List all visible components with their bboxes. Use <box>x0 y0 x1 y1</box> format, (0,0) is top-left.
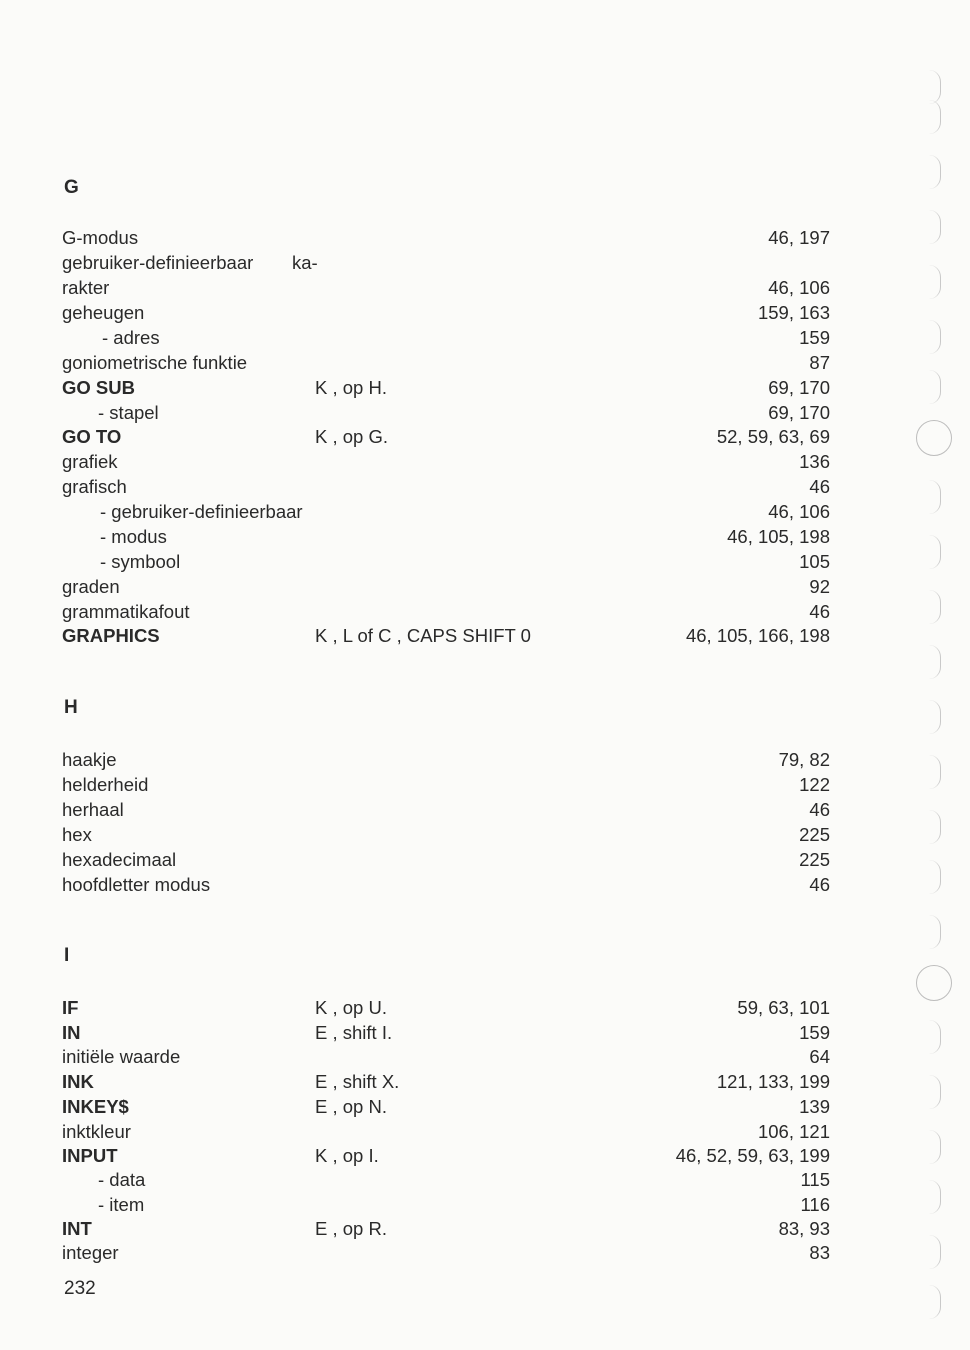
index-entry <box>62 995 830 1020</box>
entry-pages: 159 <box>799 1022 830 1043</box>
entry-pages: 92 <box>809 576 830 597</box>
entry-pages: 46 <box>809 601 830 622</box>
entry-pages: 105 <box>799 551 830 572</box>
entry-keystroke: K , op I. <box>315 1145 379 1166</box>
index-entry <box>62 1020 830 1045</box>
entry-term: herhaal <box>62 799 124 820</box>
entry-term: INPUT <box>62 1145 118 1166</box>
entry-term: inktkleur <box>62 1121 131 1142</box>
entry-term: GO SUB <box>62 377 135 398</box>
entry-term: - modus <box>100 526 167 547</box>
binder-hole <box>926 755 941 789</box>
index-entry <box>62 300 830 325</box>
entry-term: grafiek <box>62 451 118 472</box>
index-entry <box>62 747 830 772</box>
entry-keystroke: E , op N. <box>315 1096 387 1117</box>
entry-term: rakter <box>62 277 110 298</box>
entry-term: helderheid <box>62 774 149 795</box>
index-entry <box>62 400 830 425</box>
entry-keystroke: K , op G. <box>315 426 389 447</box>
index-entry <box>62 474 830 499</box>
entry-term: gebruiker-definieerbaar <box>62 252 254 273</box>
entry-pages: 115 <box>800 1169 830 1190</box>
entry-pages: 46, 105, 166, 198 <box>685 625 830 646</box>
entry-term: grammatikafout <box>62 601 190 622</box>
index-entry <box>62 499 830 524</box>
binder-ring <box>916 965 952 1001</box>
entry-term: - item <box>98 1194 145 1215</box>
entry-pages: 52, 59, 63, 69 <box>716 426 830 447</box>
entry-term: initiële waarde <box>62 1046 181 1067</box>
entry-term: - data <box>98 1169 146 1190</box>
index-entry <box>62 1119 830 1144</box>
binder-hole <box>926 70 941 104</box>
entry-pages: 64 <box>809 1046 830 1067</box>
binder-hole <box>926 480 941 514</box>
entry-term: G-modus <box>62 227 139 248</box>
entry-pages: 46 <box>809 476 830 497</box>
entry-pages: 159, 163 <box>757 302 830 323</box>
index-entry <box>62 1143 830 1168</box>
index-entry <box>62 250 830 275</box>
entry-term: hoofdletter modus <box>62 874 211 895</box>
entry-pages: 59, 63, 101 <box>737 997 830 1018</box>
entry-term: GO TO <box>62 426 122 447</box>
section-letter-h: H <box>64 697 78 718</box>
entry-term: geheugen <box>62 302 145 323</box>
index-entry <box>62 1069 830 1094</box>
index-entry <box>62 1216 830 1241</box>
binder-hole <box>926 535 941 569</box>
binder-hole <box>926 1285 941 1319</box>
entry-term-continuation: ka- <box>292 252 318 273</box>
binder-hole <box>926 155 941 189</box>
index-entry <box>62 225 830 250</box>
index-entry <box>62 524 830 549</box>
entry-term: IN <box>62 1022 81 1043</box>
index-entry <box>62 325 830 350</box>
binder-hole <box>926 210 941 244</box>
entry-term: hexadecimaal <box>62 849 177 870</box>
entry-term: integer <box>62 1242 119 1263</box>
index-entry <box>62 424 830 449</box>
entry-term: INK <box>62 1071 94 1092</box>
entry-pages: 121, 133, 199 <box>716 1071 830 1092</box>
binder-hole <box>926 810 941 844</box>
entry-pages: 87 <box>809 352 830 373</box>
entry-keystroke: E , op R. <box>315 1218 387 1239</box>
index-entry <box>62 1044 830 1069</box>
entry-term: INKEY$ <box>62 1096 129 1117</box>
index-entry <box>62 574 830 599</box>
entry-term: INT <box>62 1218 92 1239</box>
entry-term: IF <box>62 997 79 1018</box>
entry-pages: 83, 93 <box>778 1218 830 1239</box>
entry-pages: 83 <box>809 1242 830 1263</box>
binder-hole <box>926 265 941 299</box>
entry-pages: 106, 121 <box>757 1121 830 1142</box>
entry-keystroke: K , L of C , CAPS SHIFT 0 <box>315 625 531 646</box>
binder-hole <box>926 1020 941 1054</box>
index-entry <box>62 350 830 375</box>
entry-pages: 225 <box>799 824 830 845</box>
entry-pages: 79, 82 <box>778 749 830 770</box>
index-entry <box>62 375 830 400</box>
section-letter-g: G <box>64 177 79 198</box>
entry-term: - symbool <box>100 551 181 572</box>
entry-term: grafisch <box>62 476 127 497</box>
binder-hole <box>926 700 941 734</box>
index-entry <box>62 599 830 624</box>
entry-keystroke: E , shift I. <box>315 1022 393 1043</box>
entry-keystroke: K , op H. <box>315 377 387 398</box>
entry-pages: 159 <box>799 327 830 348</box>
binder-hole <box>926 1130 941 1164</box>
entry-term: haakje <box>62 749 117 770</box>
entry-pages: 136 <box>799 451 830 472</box>
binder-holes <box>912 60 962 1340</box>
index-entry <box>62 623 830 648</box>
entry-term: - stapel <box>98 402 159 423</box>
binder-hole <box>926 860 941 894</box>
entry-pages: 69, 170 <box>768 377 830 398</box>
entry-pages: 46 <box>809 799 830 820</box>
index-entry <box>62 1167 830 1192</box>
entry-term: hex <box>62 824 92 845</box>
entry-term: GRAPHICS <box>62 625 160 646</box>
binder-hole <box>926 1235 941 1269</box>
index-entry <box>62 847 830 872</box>
page-number: 232 <box>64 1278 96 1299</box>
entry-term: - gebruiker-definieerbaar <box>100 501 303 522</box>
entry-keystroke: E , shift X. <box>315 1071 400 1092</box>
index-entry <box>62 797 830 822</box>
index-entry <box>62 275 830 300</box>
entry-pages: 122 <box>799 774 830 795</box>
index-entry <box>62 872 830 897</box>
entry-term: goniometrische funktie <box>62 352 248 373</box>
entry-keystroke: K , op U. <box>315 997 387 1018</box>
index-entry <box>62 1094 830 1119</box>
binder-hole <box>926 915 941 949</box>
index-entry <box>62 822 830 847</box>
binder-hole <box>926 370 941 404</box>
binder-ring <box>916 420 952 456</box>
index-entry <box>62 1240 830 1265</box>
entry-term: graden <box>62 576 120 597</box>
entry-pages: 46, 105, 198 <box>727 526 830 547</box>
index-entry <box>62 772 830 797</box>
entry-pages: 139 <box>799 1096 830 1117</box>
binder-hole <box>926 1075 941 1109</box>
binder-hole <box>926 590 941 624</box>
entry-pages: 225 <box>799 849 830 870</box>
entry-pages: 46, 197 <box>768 227 830 248</box>
section-letter-i: I <box>64 945 70 966</box>
entry-pages: 69, 170 <box>768 402 830 423</box>
index-entry <box>62 1192 830 1217</box>
entry-pages: 46, 106 <box>768 277 830 298</box>
binder-hole <box>926 645 941 679</box>
index-entry <box>62 549 830 574</box>
binder-hole <box>926 100 941 134</box>
entry-pages: 46, 106 <box>768 501 830 522</box>
index-entry <box>62 449 830 474</box>
entry-pages: 116 <box>800 1194 830 1215</box>
binder-hole <box>926 320 941 354</box>
binder-hole <box>926 1180 941 1214</box>
entry-pages: 46 <box>809 874 830 895</box>
entry-pages: 46, 52, 59, 63, 199 <box>675 1145 830 1166</box>
entry-term: - adres <box>102 327 160 348</box>
